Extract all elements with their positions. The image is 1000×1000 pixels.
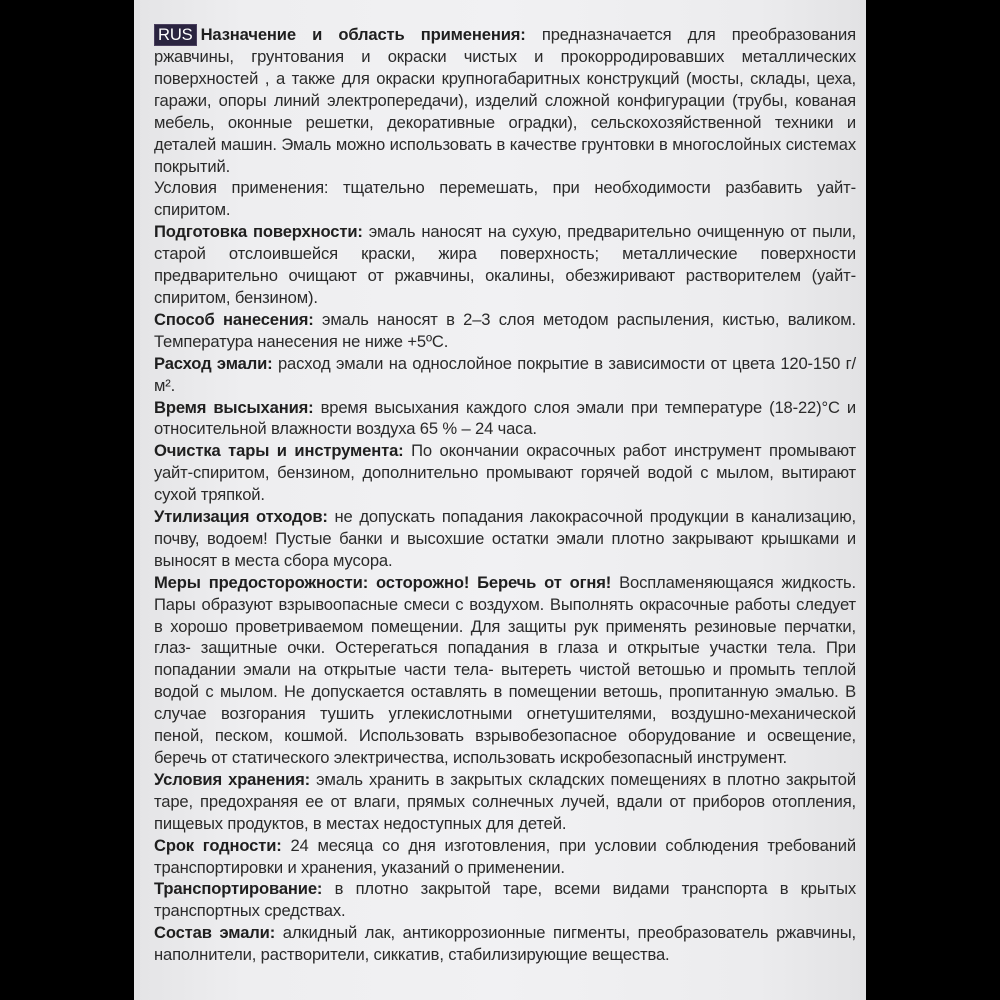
language-badge: RUS bbox=[154, 24, 197, 46]
section-heading: Расход эмали: bbox=[154, 353, 273, 373]
section-text: эмаль наносят на сухую, предварительно очищенную от пыли, старой отслоившейся краски, жира поверхность; металлические поверхности предварительно очищают от ржавчины, окалины, обезжиривают растворителем (уайт-спиритом, бензином). bbox=[154, 222, 856, 307]
section-text: время высыхания каждого слоя эмали при температуре (18-22)°С и относительной влажности воздуха 65 % – 24 часа. bbox=[154, 397, 856, 439]
section-heading: Подготовка поверхности: bbox=[154, 222, 363, 242]
section-heading: Время высыхания: bbox=[154, 397, 314, 417]
section-heading: Транспортирование: bbox=[154, 879, 323, 899]
section-text: предназначается для преобразования ржавчины, грунтования и окраски чистых и прокорродировавших металлических поверхностей , а также для окраски крупногабаритных конструкций (мосты, склады, цеха, гаражи, опоры линий электропередачи), изделий сложной конфигурации (трубы, кованая мебель, оконные решетки, декоративные оградки), сельскохозяйственной техники и деталей машин. Эмаль можно использовать в качестве грунтовки в многослойных системах покрытий. bbox=[154, 25, 856, 176]
section-heading: Назначение и область применения: bbox=[200, 25, 526, 44]
section-shelf-life bbox=[154, 835, 856, 879]
section-drying-time bbox=[154, 397, 856, 441]
section-text: 24 месяца со дня изготовления, при условии соблюдения требований транспортировки и хранения, указаний о применении. bbox=[154, 835, 856, 877]
section-heading: Состав эмали: bbox=[154, 923, 276, 943]
section-heading: Меры предосторожности: осторожно! Беречь от огня! bbox=[154, 572, 612, 592]
section-heading: Условия хранения: bbox=[154, 769, 311, 789]
section-text: эмаль наносят в 2–3 слоя методом распыления, кистью, валиком. Температура нанесения не ниже +5ºС. bbox=[154, 309, 856, 351]
section-text: расход эмали на однослойное покрытие в зависимости от цвета 120-150 г/м². bbox=[154, 353, 856, 395]
product-label bbox=[134, 0, 866, 1000]
section-transportation bbox=[154, 878, 856, 922]
section-composition bbox=[154, 922, 856, 966]
section-text: эмаль хранить в закрытых складских помещениях в плотно закрытой таре, предохраняя ее от влаги, прямых солнечных лучей, вдали от приборов отопления, пищевых продуктов, в местах недоступных для детей. bbox=[154, 769, 856, 833]
section-precautions bbox=[154, 572, 856, 769]
section-text: алкидный лак, антикоррозионные пигменты, преобразователь ржавчины, наполнители, растворители, сиккатив, стабилизирующие вещества. bbox=[154, 923, 856, 965]
section-heading: Утилизация отходов: bbox=[154, 507, 328, 527]
section-application-method bbox=[154, 309, 856, 353]
section-storage bbox=[154, 769, 856, 835]
section-heading: Способ нанесения: bbox=[154, 309, 314, 329]
section-tool-cleaning bbox=[154, 440, 856, 506]
section-text: не допускать попадания лакокрасочной продукции в канализацию, почву, водоем! Пустые банки и высохшие остатки эмали плотно закрывают крышками и выносят в места сбора мусора. bbox=[154, 507, 857, 570]
section-text: в плотно закрытой таре, всеми видами транспорта в крытых транспортных средствах. bbox=[154, 879, 856, 921]
section-text: Воспламеняющаяся жидкость. Пары образуют взрывоопасные смеси с воздухом. Выполнять окрасочные работы следует в хорошо проветриваемом помещении. Для защиты рук применять резиновые перчатки, глаз- защитные очки. Остерегаться попадания в глаза и открытые участки тела. При попадании эмали на открытые части тела- вытереть чистой ветошью и промыть теплой водой с мылом. Не допускается оставлять в помещении ветошь, пропитанную эмалью. В случае возгорания тушить углекислотными огнетушителями, воздушно-механической пеной, песком, кошмой. Использовать взрывобезопасное оборудование и освещение, беречь от статического электричества, использовать искробезопасный инструмент. bbox=[154, 572, 857, 767]
section-heading: Срок годности: bbox=[154, 835, 282, 855]
section-waste-disposal bbox=[154, 506, 856, 572]
section-heading: Очистка тары и инструмента: bbox=[154, 441, 404, 461]
section-text: Условия применения: тщательно перемешать, при необходимости разбавить уайт-спиритом. bbox=[154, 178, 856, 220]
section-consumption bbox=[154, 353, 856, 397]
section-purpose bbox=[154, 24, 856, 177]
section-text: По окончании окрасочных работ инструмент промывают уайт-спиритом, бензином, дополнительно промывают горячей водой с мылом, вытирают сухой тряпкой. bbox=[154, 441, 856, 505]
section-usage-conditions bbox=[154, 177, 856, 221]
section-surface-preparation bbox=[154, 221, 856, 309]
